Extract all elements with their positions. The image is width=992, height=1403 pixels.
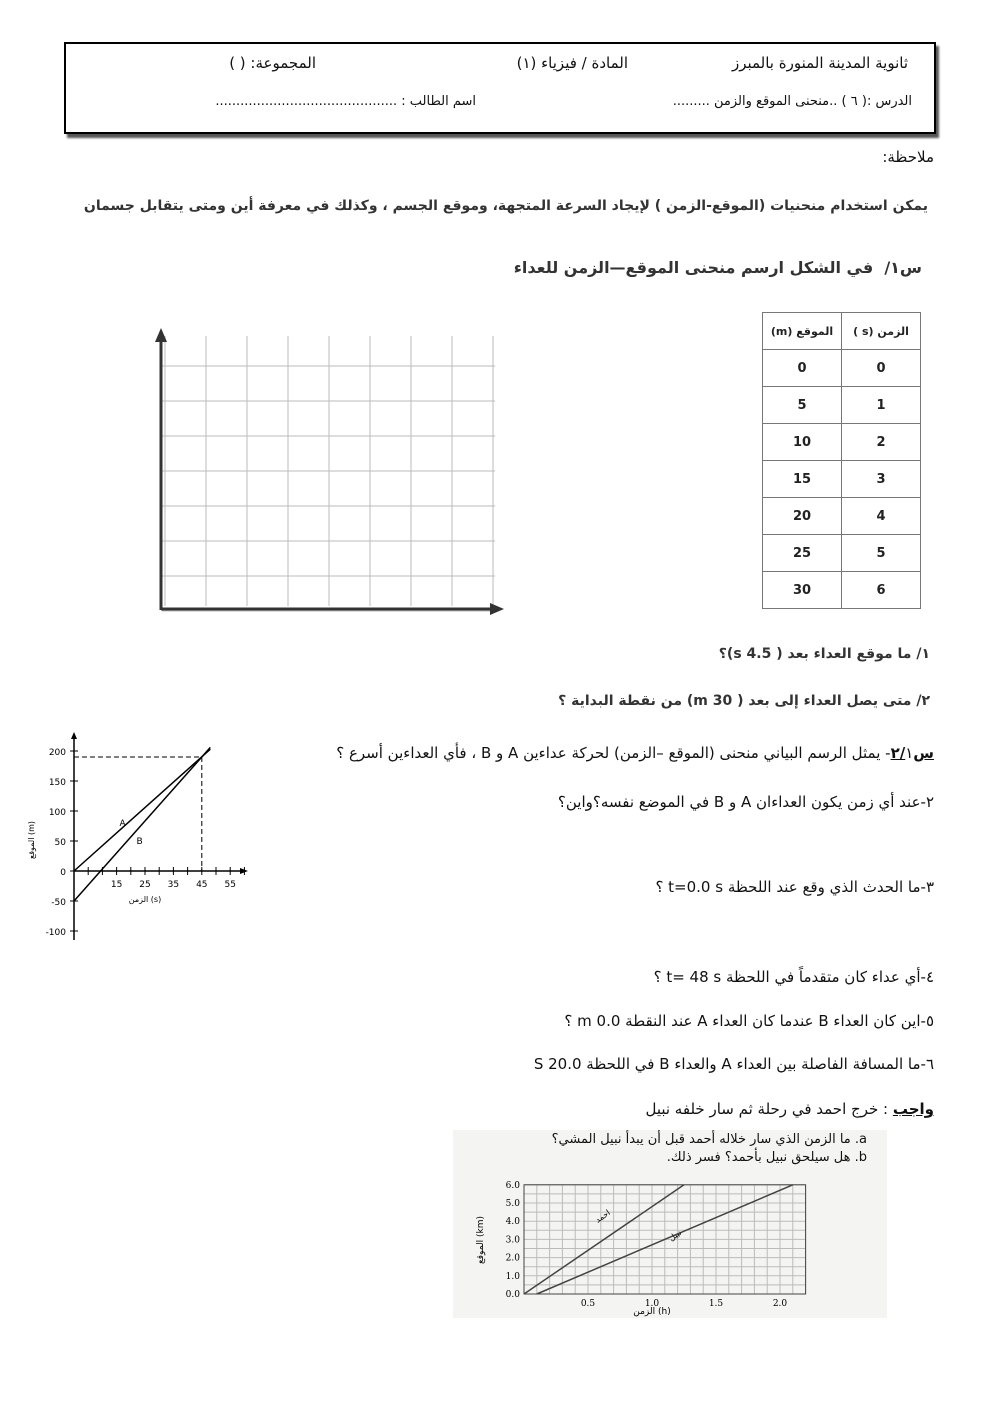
y-tick-label: -100 [45,928,66,938]
y-tick-label: 5.0 [505,1199,520,1209]
series-label-b: B [136,837,143,847]
series-label: احمد [593,1208,612,1225]
data-table [762,312,921,609]
y-tick-label: 50 [54,838,66,848]
q1-sub2: ٢/ متى يصل العداء إلى بعد ( 30 m) من نقطة البداية ؟ [558,693,930,709]
y-tick-label: 150 [48,778,66,788]
position-cell: 15 [763,461,842,498]
y-tick-label: 100 [48,808,66,818]
y-tick-label: 0 [60,868,66,878]
table-row [763,498,921,535]
time-cell: 5 [842,535,921,572]
q1-prefix: س١/ [884,258,922,277]
x-axis-label: الزمن (h) [633,1307,671,1317]
table-row [763,387,921,424]
y-tick-label: 6.0 [505,1180,520,1191]
x-tick-label: 1.5 [708,1299,724,1309]
series-line-A [74,749,210,871]
homework-question-b: b. هل سيلحق نبيل بأحمد؟ فسر ذلك. [666,1150,867,1165]
x-tick-label: 0.5 [580,1299,596,1309]
homework [645,1100,934,1118]
q2-item-2: ٢-عند أي زمن يكون العداءان A و B في الموضع نفسه؟واين؟ [557,793,934,811]
q1-text: في الشكل ارسم منحنى الموقع—الزمن للعداء [513,258,874,277]
note-label: ملاحظة: [882,148,934,166]
lesson-title: الدرس :( ٦ ) ..منحنى الموقع والزمن ......... [672,94,912,109]
homework-question-a: a. ما الزمن الذي سار خلاله أحمد قبل أن يبدأ نبيل المشي؟ [551,1132,867,1147]
time-cell: 4 [842,498,921,535]
x-tick-label: 15 [110,880,123,890]
time-cell: 1 [842,387,921,424]
x-tick-label: 45 [196,880,208,890]
table-row [763,350,921,387]
y-axis-label: الموقع (m) [27,820,36,860]
y-tick-label: 3.0 [505,1235,520,1246]
q2-prefix: س٢/ [890,744,934,762]
student-name-field: اسم الطالب : ............................................ [215,94,476,109]
position-cell: 0 [763,350,842,387]
q2-item-4: ٤-أي عداء كان متقدماً في اللحظة t= 48 s ؟ [653,968,934,986]
series-line-B [74,747,210,901]
time-cell: 3 [842,461,921,498]
x-tick-label: 2.0 [772,1299,788,1309]
y-axis-arrow-icon [155,328,167,342]
y-tick-label: -50 [51,898,66,908]
header-position: الموقع (m) [763,313,842,350]
position-cell: 25 [763,535,842,572]
y-tick-label: 4.0 [505,1217,520,1228]
table-row [763,461,921,498]
y-tick-label: 200 [48,748,66,758]
school-name: ثانوية المدينة المنورة بالمبرز [731,54,908,72]
q1-sub1: ١/ ما موقع العداء بعد ( 4.5 s)؟ [718,646,930,662]
time-cell: 6 [842,572,921,609]
x-axis-arrow-icon [490,603,504,615]
blank-graph-grid [150,322,510,622]
x-tick-label: 35 [167,880,180,890]
position-cell: 30 [763,572,842,609]
y-tick-label: 2.0 [505,1253,520,1264]
x-tick-label: 1.0 [644,1299,660,1309]
series-label-a: A [119,819,126,829]
q2-item-3: ٣-ما الحدث الذي وقع عند اللحظة t=0.0 s ؟ [655,878,934,896]
homework-figure [453,1130,887,1318]
position-cell: 10 [763,424,842,461]
intro-text: يمكن استخدام منحنيات (الموقع-الزمن ) لإيجاد السرعة المتجهة، وموقع الجسم ، وكذلك في معرفة أين ومتى يتقابل جسمان [83,198,928,214]
x-tick-label: 55 [224,880,236,890]
y-tick-label: 1.0 [505,1271,520,1282]
series-label: نبيل [667,1227,684,1243]
y-axis-arrow-icon [71,732,77,739]
position-cell: 5 [763,387,842,424]
header-time: الزمن (s ) [842,313,921,350]
table-row [763,424,921,461]
x-axis-label: الزمن (s) [128,895,162,904]
homework-text: : خرج احمد في رحلة ثم سار خلفه نبيل [645,1100,893,1118]
q2-item-1 [336,744,934,762]
header-box [64,42,936,134]
q2-item-5: ٥-اين كان العداء B عندما كان العداء A عند النقطة 0.0 m ؟ [564,1012,934,1030]
runners-graph [20,730,260,950]
time-cell: 0 [842,350,921,387]
hike-graph [453,1130,887,1318]
table-row [763,535,921,572]
subject: المادة / فيزياء (١) [516,54,628,72]
time-cell: 2 [842,424,921,461]
position-cell: 20 [763,498,842,535]
table-header-row [763,313,921,350]
q2-item-6: ٦-ما المسافة الفاصلة بين العداء A والعداء B في اللحظة 20.0 S [533,1055,934,1073]
q2-text-1: ١- يمثل الرسم البياني منحنى (الموقع –الزمن) لحركة عداءين A و B ، فأي العداءين أسرع ؟ [336,744,914,762]
group-field: المجموعة: ( ) [229,54,316,72]
y-axis-label: الموقع (km) [476,1215,486,1265]
x-tick-label: 25 [139,880,151,890]
y-tick-label: 0.0 [505,1290,520,1300]
homework-label: واجب [892,1100,934,1118]
q1-title [514,258,922,277]
table-row [763,572,921,609]
